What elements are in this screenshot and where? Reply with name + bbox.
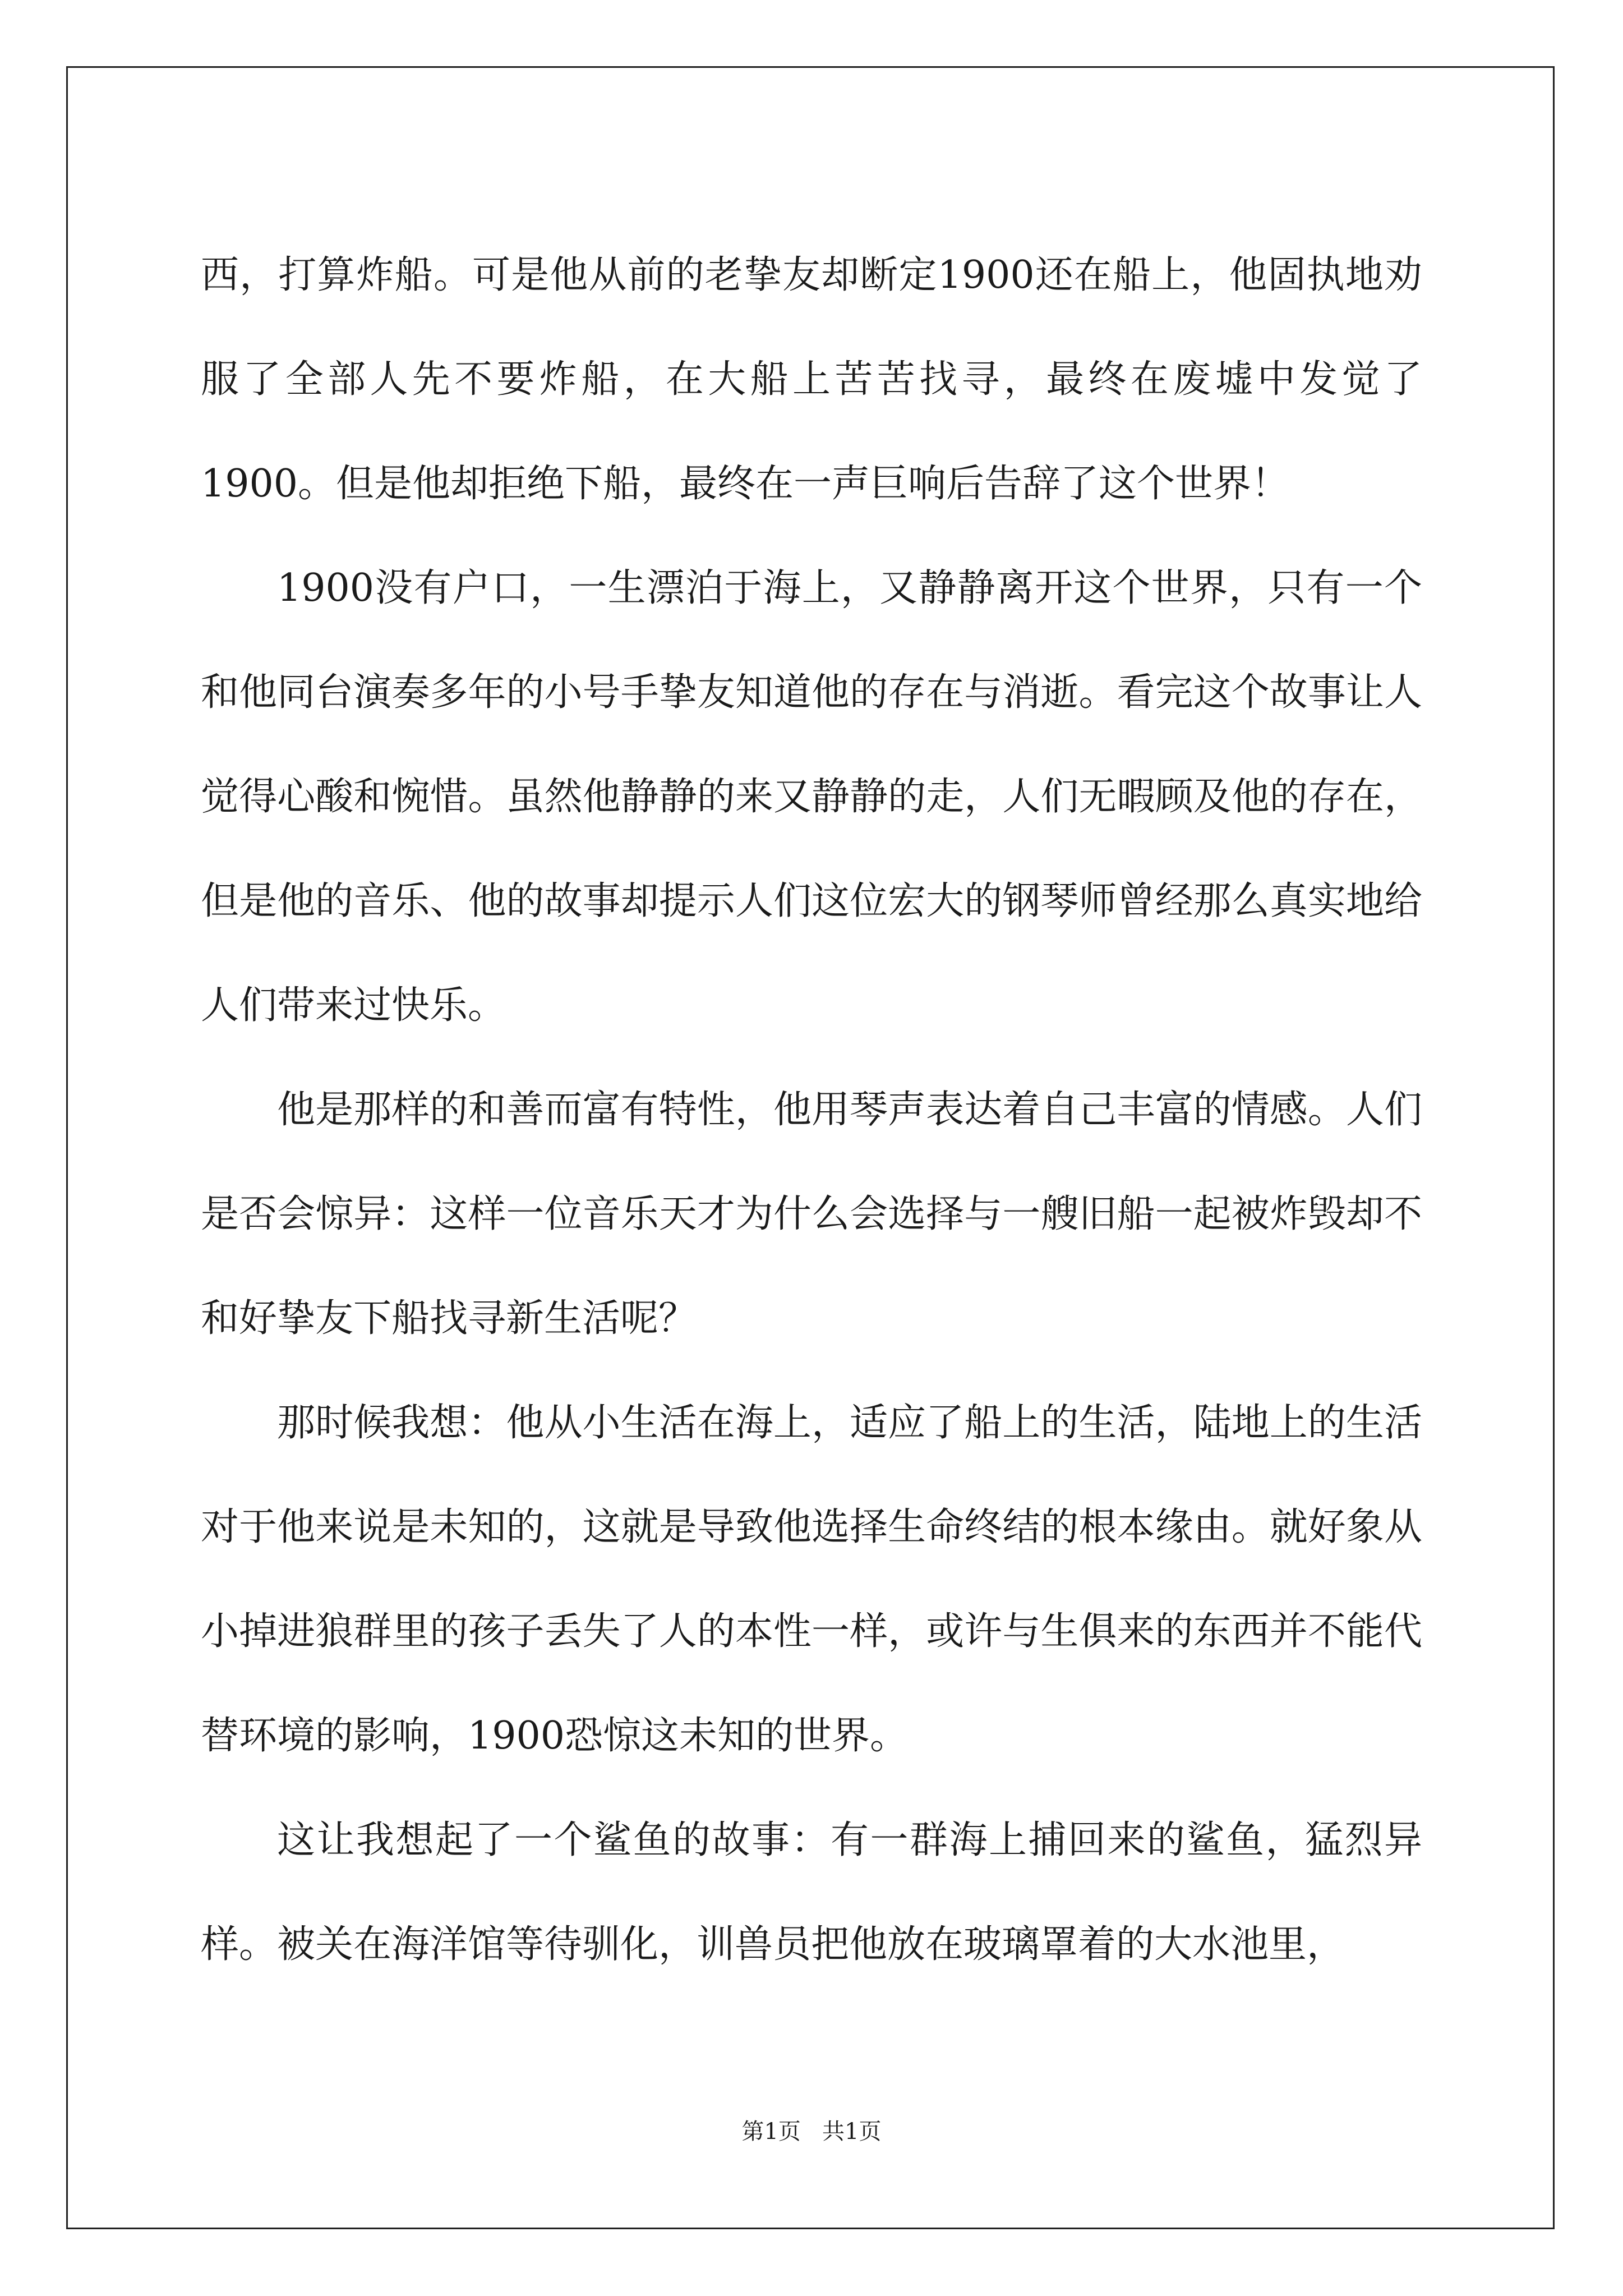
paragraph-5: 这让我想起了一个鲨鱼的故事：有一群海上捕回来的鲨鱼，猛烈异样。被关在海洋馆等待驯化，训兽员把他放在玻璃罩着的大水池里，: [201, 1818, 1422, 1967]
page-footer: 第1页 共1页: [741, 2119, 882, 2145]
paragraph-3: 他是那样的和善而富有特性，他用琴声表达着自己丰富的情感。人们是否会惊异：这样一位音乐天才为什么会选择与一艘旧船一起被炸毁却不和好挚友下船找寻新生活呢？: [201, 1088, 1422, 1341]
paragraph-4: 那时候我想：他从小生活在海上，适应了船上的生活，陆地上的生活对于他来说是未知的，这就是导致他选择生命终结的根本缘由。就好象从小掉进狼群里的孩子丢失了人的本性一样，或许与生俱来的东西并不能代替环境的影响，1900恐惊这未知的世界。: [201, 1401, 1422, 1758]
document-body: [201, 223, 1422, 1997]
paragraph-1: 西，打算炸船。可是他从前的老挚友却断定1900还在船上，他固执地劝服了全部人先不要炸船，在大船上苦苦找寻，最终在废墟中发觉了1900。但是他却拒绝下船，最终在一声巨响后告辞了这个世界！: [201, 253, 1422, 506]
paragraph-2: 1900没有户口，一生漂泊于海上，又静静离开这个世界，只有一个和他同台演奏多年的小号手挚友知道他的存在与消逝。看完这个故事让人觉得心酸和惋惜。虽然他静静的来又静静的走，人们无暇顾及他的存在，但是他的音乐、他的故事却提示人们这位宏大的钢琴师曾经那么真实地给人们带来过快乐。: [201, 566, 1422, 1028]
